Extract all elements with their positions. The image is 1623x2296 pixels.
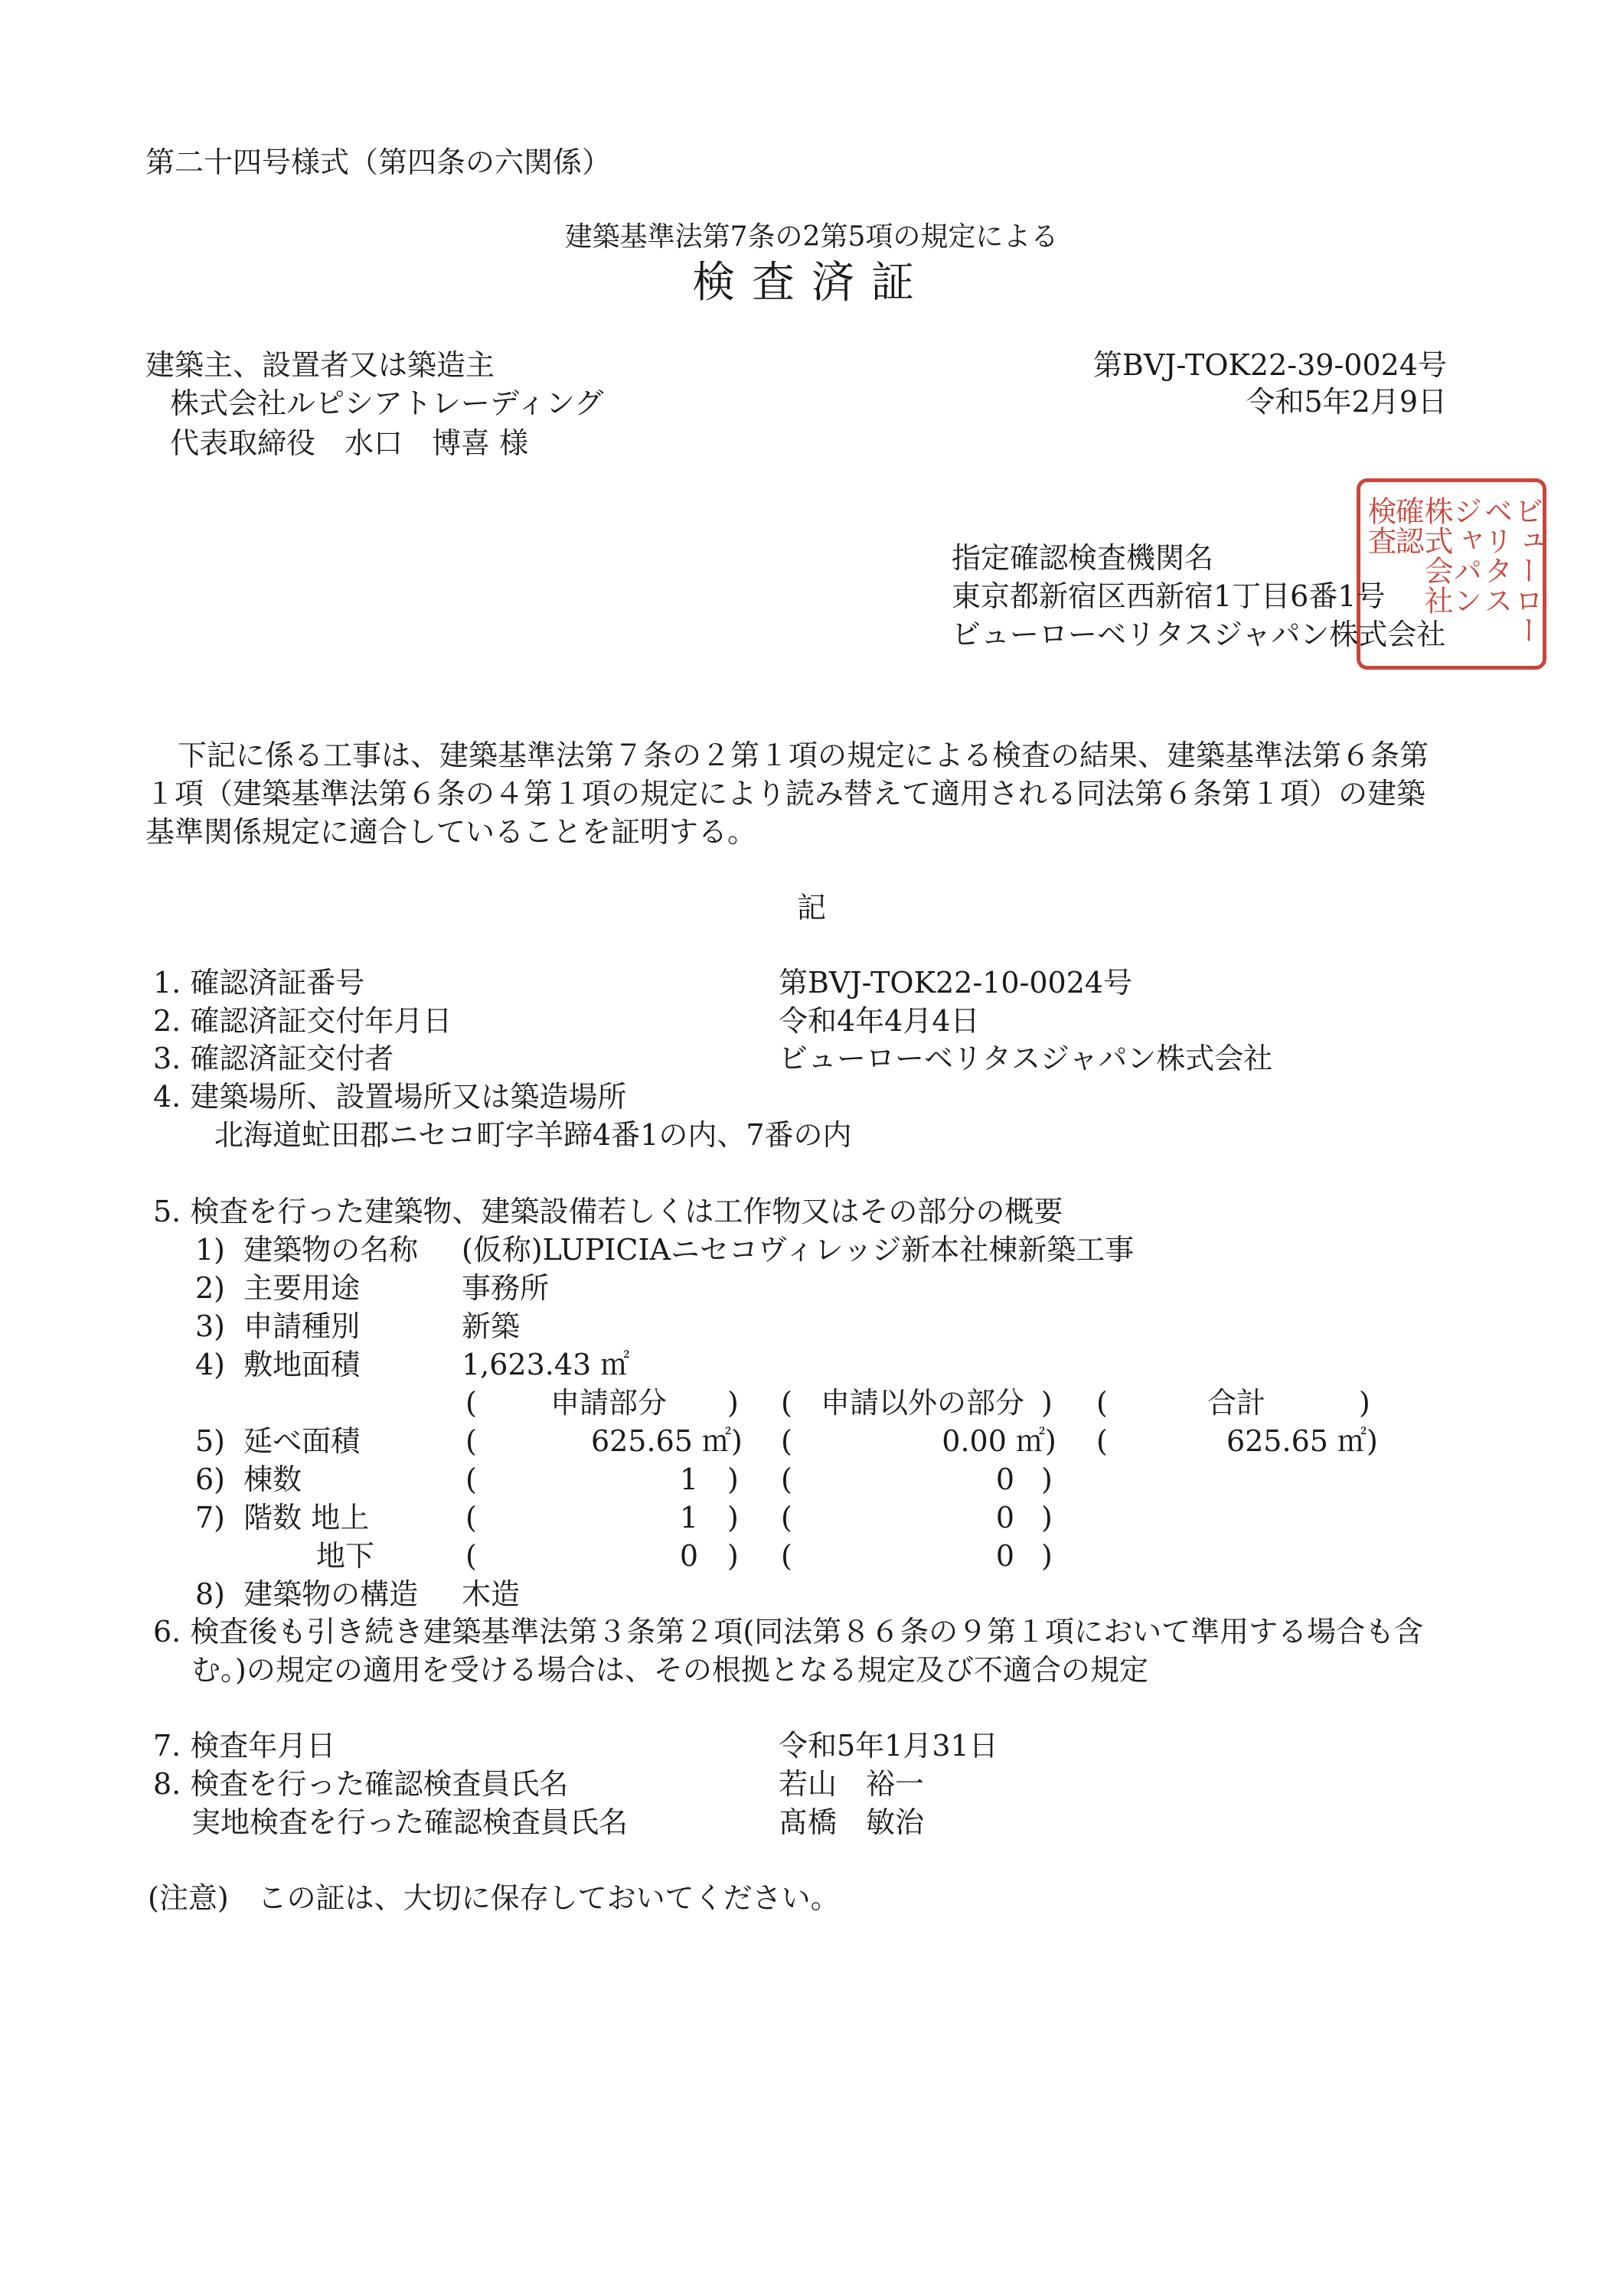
paren-open: ( xyxy=(465,1463,477,1496)
document-number: 第BVJ-TOK22-39-0024号 xyxy=(1092,348,1447,382)
paren-open: ( xyxy=(781,1424,792,1458)
paren-open: ( xyxy=(781,1463,792,1496)
col-header-other: 申請以外の部分 xyxy=(820,1386,1024,1420)
paren-close: ) xyxy=(1367,1424,1378,1458)
paren-close: ) xyxy=(1359,1386,1370,1420)
item-8-label: 8. 検査を行った確認検査員氏名 xyxy=(153,1767,569,1801)
item-4-value: 北海道虻田郡ニセコ町字羊蹄4番1の内、7番の内 xyxy=(214,1118,852,1152)
floors-above-application: 1 xyxy=(679,1501,698,1534)
floors-above-other: 0 xyxy=(995,1501,1014,1534)
paren-close: ) xyxy=(727,1386,739,1420)
item-5-1-value: (仮称)LUPICIAニセコヴィレッジ新本社棟新築工事 xyxy=(462,1233,1135,1267)
item-8-value: 若山 裕一 xyxy=(779,1767,925,1801)
item-5-4-label: 4) 敷地面積 xyxy=(195,1348,361,1381)
ki-marker: 記 xyxy=(796,891,826,925)
item-6-line-2: む。)の規定の適用を受ける場合は、その根拠となる規定及び不適合の規定 xyxy=(191,1653,1148,1687)
floors-below-other: 0 xyxy=(995,1539,1014,1573)
item-5-7-basement-label: 地下 xyxy=(316,1539,375,1573)
item-2-value: 令和4年4月4日 xyxy=(779,1004,980,1038)
form-id: 第二十四号様式（第四条の六関係） xyxy=(145,145,612,179)
recipient-heading: 建築主、設置者又は築造主 xyxy=(145,348,495,382)
item-8b-value: 髙橋 敏治 xyxy=(779,1805,925,1839)
paren-open: ( xyxy=(465,1501,477,1534)
item-1-value: 第BVJ-TOK22-10-0024号 xyxy=(779,966,1133,1000)
col-header-total: 合計 xyxy=(1207,1386,1265,1420)
item-5-3-label: 3) 申請種別 xyxy=(195,1309,361,1343)
floor-area-application: 625.65 ㎡ xyxy=(590,1424,731,1458)
item-2-label: 2. 確認済証交付年月日 xyxy=(153,1004,452,1038)
item-5-7-label: 7) 階数 地上 xyxy=(195,1501,370,1534)
paren-close: ) xyxy=(727,1539,739,1573)
building-count-application: 1 xyxy=(679,1463,698,1496)
item-3-value: ビューローベリタスジャパン株式会社 xyxy=(779,1042,1273,1075)
paren-close: ) xyxy=(1041,1539,1053,1573)
body-line-2: １項（建築基準法第６条の４第１項の規定により読み替えて適用される同法第６条第１項）の建築 xyxy=(145,777,1426,810)
paren-close: ) xyxy=(727,1463,739,1496)
item-5-2-value: 事務所 xyxy=(462,1271,550,1305)
col-header-application: 申請部分 xyxy=(550,1386,667,1420)
issue-date: 令和5年2月9日 xyxy=(1246,385,1447,419)
paren-close: ) xyxy=(731,1424,743,1458)
note: (注意) この証は、大切に保存しておいてください。 xyxy=(148,1881,840,1915)
item-8b-label: 実地検査を行った確認検査員氏名 xyxy=(191,1805,629,1839)
subtitle: 建築基準法第7条の2第5項の規定による xyxy=(564,221,1059,253)
floor-area-total: 625.65 ㎡ xyxy=(1226,1424,1367,1458)
body-line-3: 基準関係規定に適合していることを証明する。 xyxy=(145,815,757,849)
recipient-person: 代表取締役 水口 博喜 様 xyxy=(170,426,529,460)
item-5-8-label: 8) 建築物の構造 xyxy=(195,1577,419,1611)
item-5-4-value: 1,623.43 ㎡ xyxy=(462,1348,630,1381)
paren-open: ( xyxy=(781,1386,792,1420)
paren-open: ( xyxy=(781,1539,792,1573)
paren-open: ( xyxy=(465,1539,477,1573)
item-5-6-label: 6) 棟数 xyxy=(195,1463,302,1496)
item-7-label: 7. 検査年月日 xyxy=(153,1729,336,1763)
paren-open: ( xyxy=(781,1501,792,1534)
issuer-name: ビューローベリタスジャパン株式会社 xyxy=(952,618,1446,651)
building-count-other: 0 xyxy=(995,1463,1014,1496)
item-5-3-value: 新築 xyxy=(462,1309,521,1343)
recipient-company: 株式会社ルピシアトレーディング xyxy=(170,386,604,420)
company-seal: ビューロー ベリタス ジャパン 株式会社 確認 検査 xyxy=(1357,478,1546,670)
issuer-label: 指定確認検査機関名 xyxy=(952,541,1214,575)
item-3-label: 3. 確認済証交付者 xyxy=(153,1042,394,1075)
item-1-label: 1. 確認済証番号 xyxy=(153,966,365,1000)
paren-close: ) xyxy=(1041,1386,1053,1420)
paren-close: ) xyxy=(727,1501,739,1534)
paren-open: ( xyxy=(465,1386,477,1420)
paren-open: ( xyxy=(1096,1386,1108,1420)
floors-below-application: 0 xyxy=(679,1539,698,1573)
paren-close: ) xyxy=(1041,1501,1053,1534)
issuer-address: 東京都新宿区西新宿1丁目6番1号 xyxy=(952,579,1386,613)
paren-close: ) xyxy=(1045,1424,1056,1458)
item-5-1-label: 1) 建築物の名称 xyxy=(195,1233,419,1267)
document-title: 検査済証 xyxy=(692,258,931,308)
item-7-value: 令和5年1月31日 xyxy=(779,1729,998,1763)
item-4-label: 4. 建築場所、設置場所又は築造場所 xyxy=(153,1080,627,1114)
paren-open: ( xyxy=(1096,1424,1108,1458)
body-line-1: 下記に係る工事は、建築基準法第７条の２第１項の規定による検査の結果、建築基準法第６条第 xyxy=(178,739,1429,772)
item-5-label: 5. 検査を行った建築物、建築設備若しくは工作物又はその部分の概要 xyxy=(153,1195,1063,1228)
paren-close: ) xyxy=(1041,1463,1053,1496)
item-5-2-label: 2) 主要用途 xyxy=(195,1271,361,1305)
item-5-5-label: 5) 延べ面積 xyxy=(195,1424,361,1458)
item-6-line-1: 6. 検査後も引き続き建築基準法第３条第２項(同法第８６条の９第１項において準用する場合も含 xyxy=(153,1615,1424,1649)
item-5-8-value: 木造 xyxy=(462,1577,521,1611)
paren-open: ( xyxy=(465,1424,477,1458)
floor-area-other: 0.00 ㎡ xyxy=(942,1424,1045,1458)
